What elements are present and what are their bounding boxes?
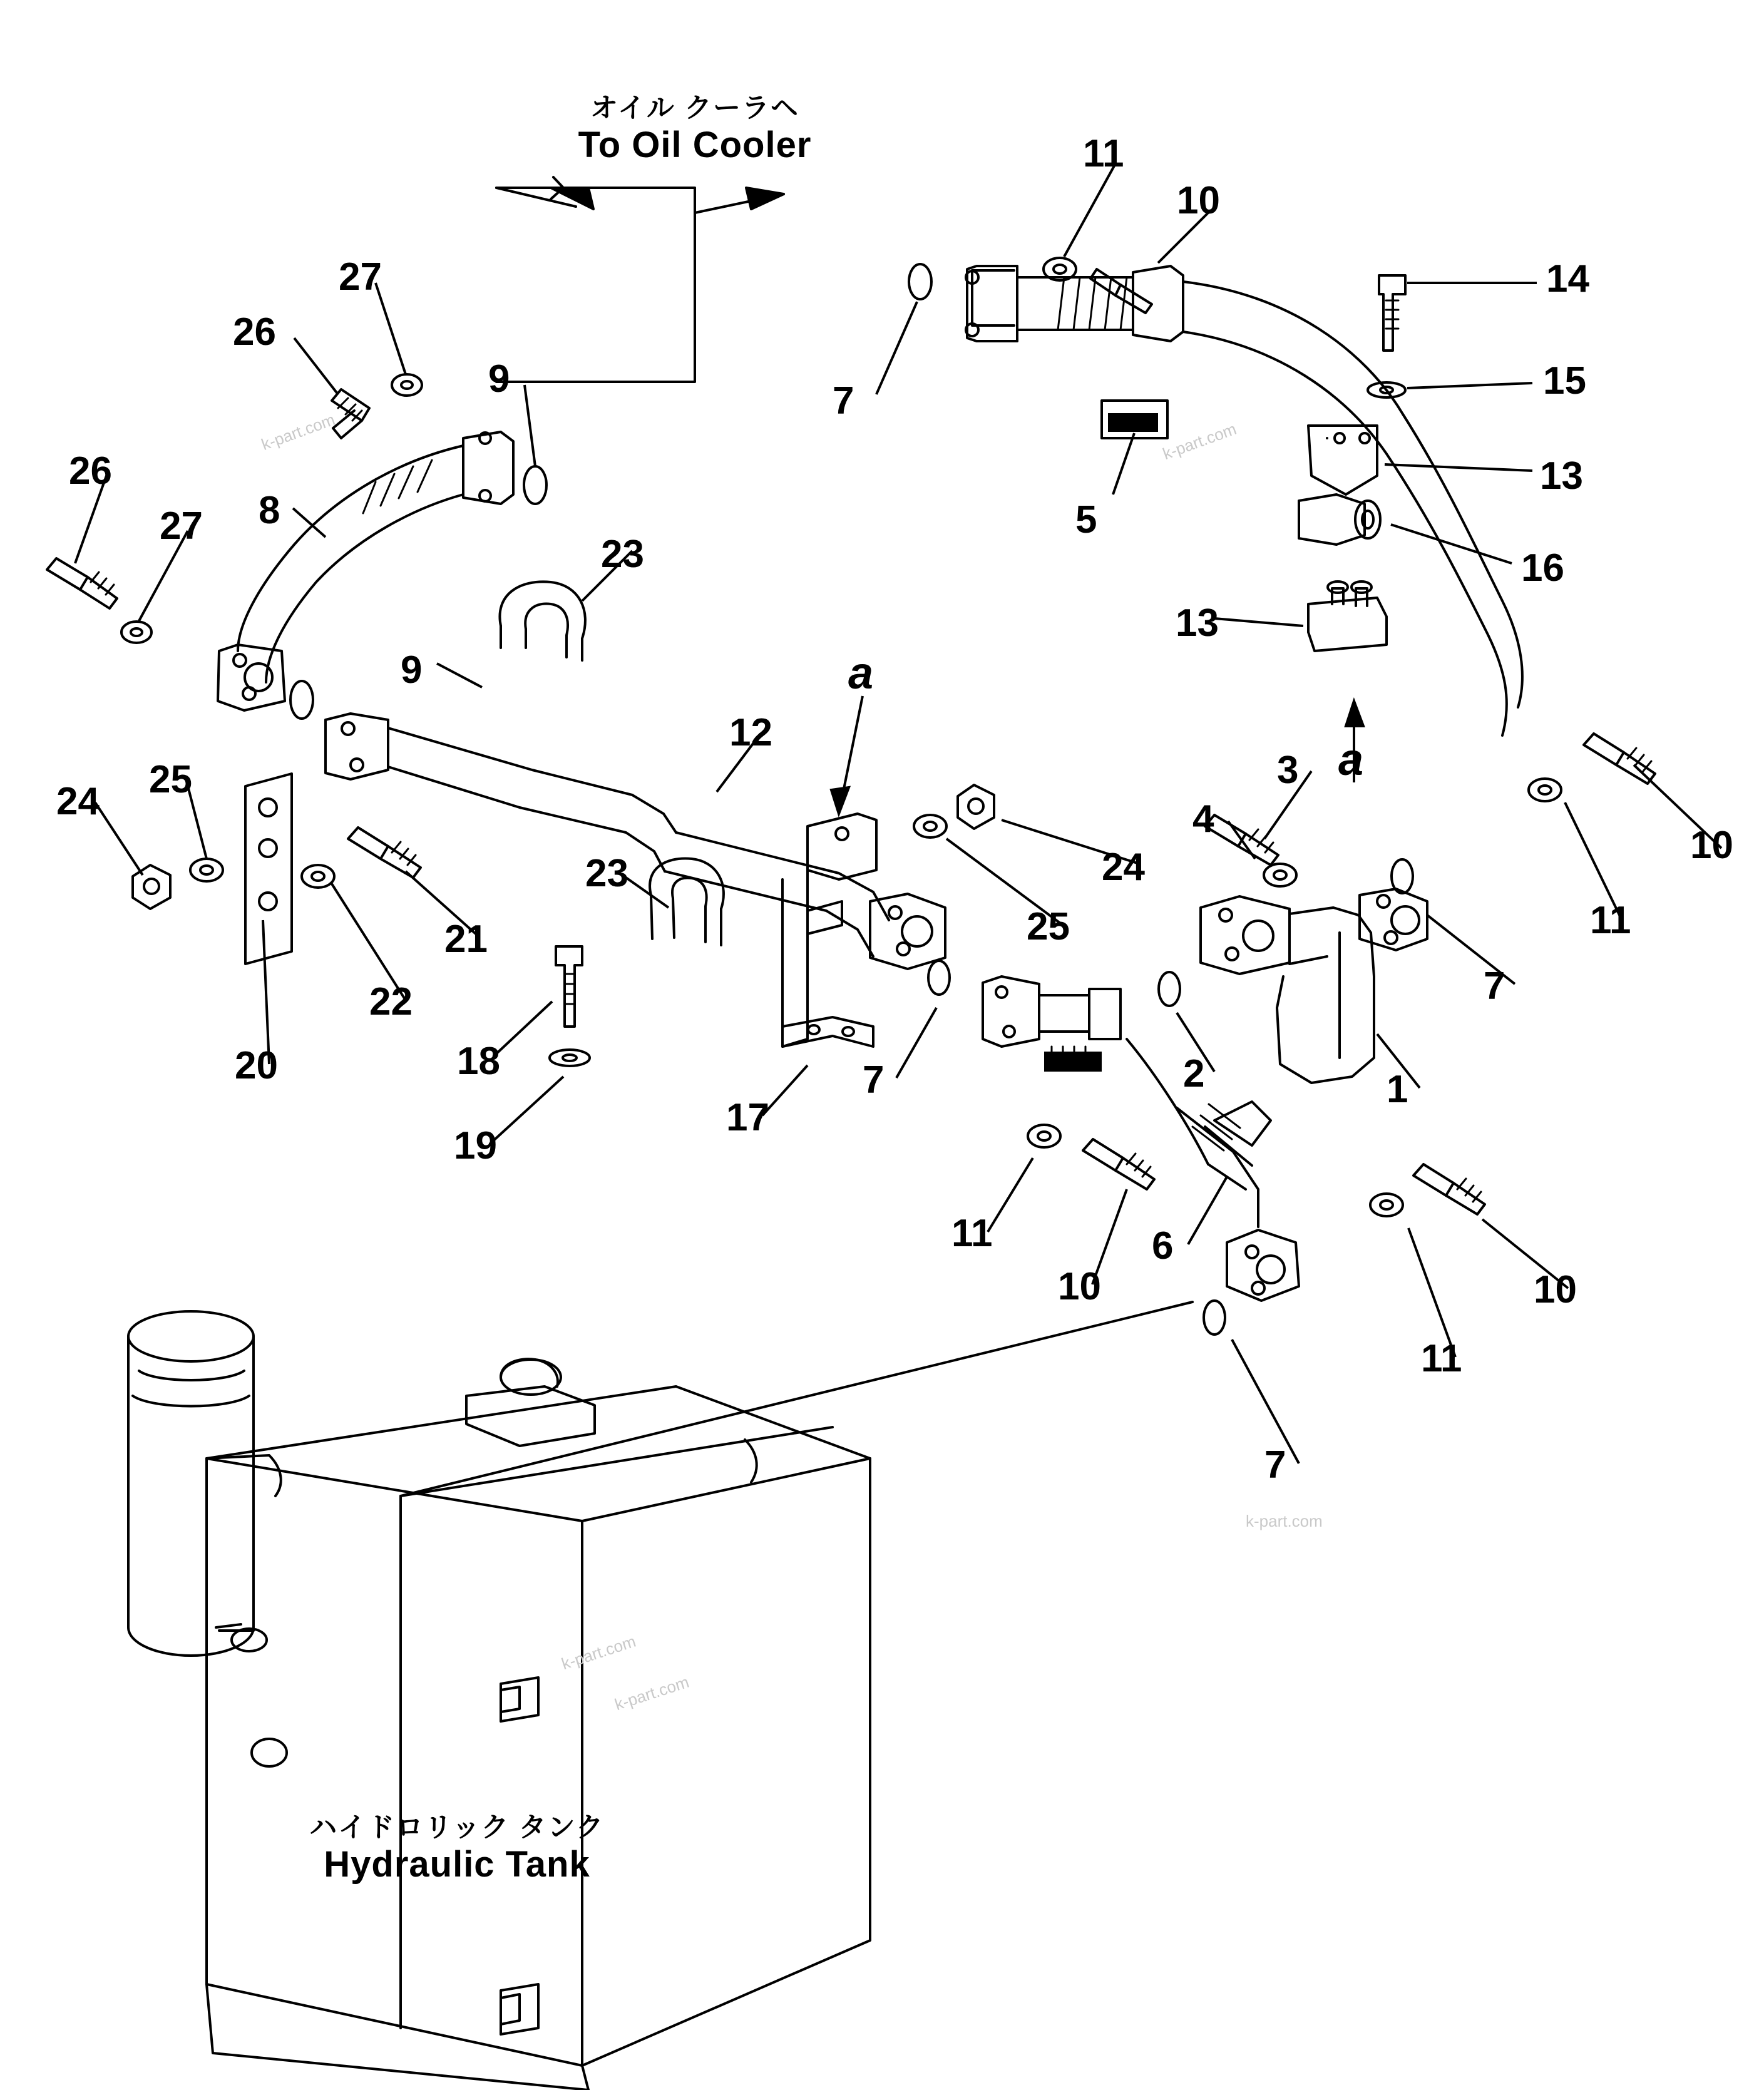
item-number-10-lower-center: 10: [1058, 1265, 1101, 1308]
watermark-4: k-part.com: [559, 1631, 638, 1674]
item-number-26: 26: [233, 310, 276, 354]
item-number-16: 16: [1521, 546, 1564, 590]
item-number-27-lower: 27: [160, 505, 203, 548]
watermark-1: k-part.com: [259, 409, 338, 454]
item-number-10-lower-right: 10: [1534, 1268, 1577, 1311]
caption-hydraulic-tank-jp: ハイドロリック タンク: [309, 1812, 605, 1843]
item-number-22: 22: [369, 980, 413, 1023]
item-number-3: 3: [1277, 749, 1299, 792]
item-number-9-lower: 9: [401, 648, 423, 692]
item-number-11: 11: [1083, 132, 1124, 175]
item-number-11-lower-center: 11: [951, 1212, 993, 1255]
caption-hydraulic-tank-en: Hydraulic Tank: [324, 1843, 590, 1885]
item-number-13-lower: 13: [1176, 602, 1219, 645]
item-number-7-lower: 7: [1264, 1443, 1286, 1487]
item-number-15: 15: [1543, 359, 1586, 402]
item-number-23-lower: 23: [585, 852, 628, 895]
caption-to-oil-cooler-jp: オイル クーラヘ: [590, 93, 800, 123]
item-number-7-center: 7: [863, 1058, 885, 1102]
item-number-11-right: 11: [1590, 899, 1631, 942]
section-mark-a-right: a: [1338, 735, 1364, 785]
item-number-10-right: 10: [1690, 824, 1733, 867]
item-number-27: 27: [339, 255, 382, 299]
item-number-14: 14: [1546, 257, 1589, 300]
caption-to-oil-cooler-en: To Oil Cooler: [578, 124, 812, 165]
item-number-1: 1: [1387, 1068, 1408, 1111]
item-number-11-lower-right: 11: [1421, 1337, 1462, 1380]
item-number-4: 4: [1192, 797, 1214, 841]
item-number-10: 10: [1177, 179, 1220, 222]
item-number-21: 21: [444, 918, 488, 961]
item-number-12: 12: [729, 711, 772, 754]
item-number-24-left: 24: [56, 780, 100, 823]
item-number-25-center: 25: [1027, 905, 1070, 948]
item-number-2: 2: [1183, 1052, 1205, 1095]
item-number-9: 9: [488, 357, 510, 401]
item-number-7-upper: 7: [833, 379, 854, 423]
item-number-8: 8: [259, 489, 280, 532]
item-number-20: 20: [235, 1044, 278, 1087]
item-number-24-center: 24: [1102, 846, 1145, 889]
watermark-2: k-part.com: [1160, 419, 1239, 464]
item-number-7-right: 7: [1484, 965, 1505, 1008]
item-number-26-lower: 26: [69, 449, 112, 493]
section-mark-a-left: a: [848, 648, 874, 699]
item-number-6: 6: [1152, 1224, 1174, 1268]
item-number-23-upper: 23: [601, 533, 644, 576]
item-number-25-left: 25: [149, 758, 192, 801]
item-number-13-upper: 13: [1540, 454, 1583, 498]
item-number-18: 18: [457, 1040, 500, 1083]
item-number-19: 19: [454, 1124, 497, 1167]
watermark-5: k-part.com: [612, 1672, 692, 1714]
item-number-5: 5: [1075, 498, 1097, 541]
item-number-17: 17: [726, 1096, 769, 1139]
watermark-3: k-part.com: [1246, 1512, 1323, 1530]
